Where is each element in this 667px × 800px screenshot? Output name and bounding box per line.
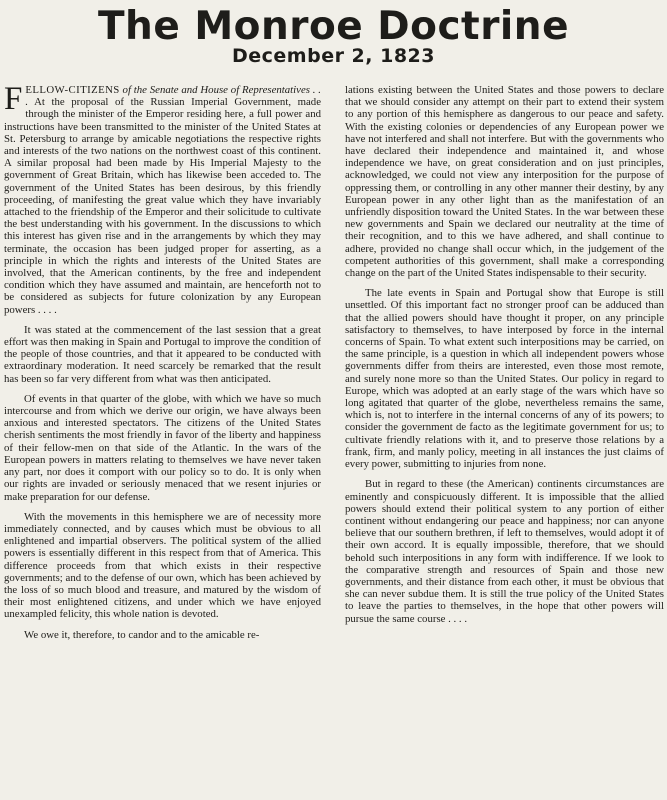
paragraph: The late events in Spain and Portugal show that Europe is still unsettled. Of this important fact no stronger proof can be adduced than that the allied powers should have thought it proper, on any principle satisfactory to themselves, to have interposed by force in the internal concerns of Spain. To what extent such interpositions may be carried, on the same principle, is a question in which all independent powers whose governments differ from theirs are interested, even those most remote, and surely none more so than the United States. Our policy in regard to Europe, which was adopted at an early stage of the wars which have so long agitated that quarter of the globe, nevertheless remains the same, which is, not to interfere in the internal concerns of any of its powers; to consider the government de facto as the legitimate government for us; to cultivate friendly relations with it, and to preserve those relations by a frank, firm, and manly policy, meeting in all instances the just claims of every power, submitting to injuries from none. — [345, 287, 664, 471]
salutation: ELLOW-CITIZENS — [25, 84, 120, 96]
paragraph: It was stated at the commencement of the last session that a great effort was then making in Spain and Portugal to improve the condition of the people of those countries, and that it appeared to be conducted with extraordinary moderation. It need scarcely be remarked that the result has been so far very different from what was then anticipated. — [4, 323, 321, 385]
paragraph: But in regard to these (the American) continents circumstances are eminently and conspicuously different. It is impossible that the allied powers should extend their political system to any portion of either continent without endangering our peace and happiness; nor can anyone believe that our southern brethren, if left to themselves, would adopt it of their own accord. It is equally impossible, therefore, that we should behold such interpositions in any form with indifference. If we look to the comparative strength and resources of Spain and those new governments, and their distance from each other, it must be obvious that she can never subdue them. It is still the true policy of the United States to leave the parties to themselves, in the hope that other powers will pursue the same course . . . . — [345, 478, 664, 625]
addressee: of the Senate and House of Representatives . . . — [25, 84, 322, 109]
right-column — [345, 84, 664, 633]
opening-paragraph — [4, 81, 322, 316]
opening-text: At the proposal of the Russian Imperial Government, made through the minister of the Emperor residing here, a full power and instructions have been transmitted to the minister of the United States at St. Petersburg to arrange by amicable negotiations the respective rights and interests of the two nations on the northwest coast of this continent. A similar proposal had been made by His Imperial Majesty to the government of Great Britain, which has likewise been acceded to. The government of the United States has been desirous, by this friendly proceeding, of manifesting the great value which they have invariably attached to the friendship of the Emperor and their solicitude to cultivate the best understanding with his government. In the discussions to which this interest has given rise and in the arrangements by which they may terminate, the occasion has been judged proper for asserting, as a principle in which the rights and interests of the United States are involved, that the American continents, by the free and independent condition which they have assumed and maintain, are henceforth not to be considered as subjects for future colonization by any European powers . . . . — [4, 96, 321, 316]
drop-cap: F — [4, 81, 23, 117]
paragraph: We owe it, therefore, to candor and to the amicable re- — [24, 628, 260, 641]
document-title: The Monroe Doctrine — [97, 4, 570, 49]
left-column — [4, 81, 322, 649]
document-date: December 2, 1823 — [231, 45, 435, 67]
paragraph: With the movements in this hemisphere we are of necessity more immediately connected, and by causes which must be obvious to all enlightened and impartial observers. The political system of the allied powers is essentially different in this respect from that of America. This difference proceeds from that which exists in their respective governments; and to the defense of our own, which has been achieved by the loss of so much blood and treasure, and matured by the wisdom of their most enlightened citizens, and under which we have enjoyed unexampled felicity, this whole nation is devoted. — [4, 510, 321, 621]
paragraph: Of events in that quarter of the globe, with which we have so much intercourse and from which we derive our origin, we have always been anxious and interested spectators. The citizens of the United States cherish sentiments the most friendly in favor of the liberty and happiness of their fellow-men on that side of the Atlantic. In the wars of the European powers in matters relating to themselves we have never taken any part, nor does it comport with our policy so to do. It is only when our rights are invaded or seriously menaced that we resent injuries or make preparation for our defense. — [4, 392, 321, 503]
paragraph: lations existing between the United States and those powers to declare that we should consider any attempt on their part to extend their system to any portion of this hemisphere as dangerous to our peace and safety. With the existing colonies or dependencies of any European power we have not interfered and shall not interfere. But with the governments who have declared their independence and maintained it, and whose independence we have, on great consideration and on just principles, acknowledged, we could not view any interposition for the purpose of oppressing them, or controlling in any other manner their destiny, by any European power in any other light than as the manifestation of an unfriendly disposition toward the United States. In the war between these new governments and Spain we declared our neutrality at the time of their recognition, and to this we have adhered, and shall continue to adhere, provided no change shall occur which, in the judgement of the competent authorities of this government, shall make a corresponding change on the part of the United States indispensable to their security. — [345, 84, 664, 280]
